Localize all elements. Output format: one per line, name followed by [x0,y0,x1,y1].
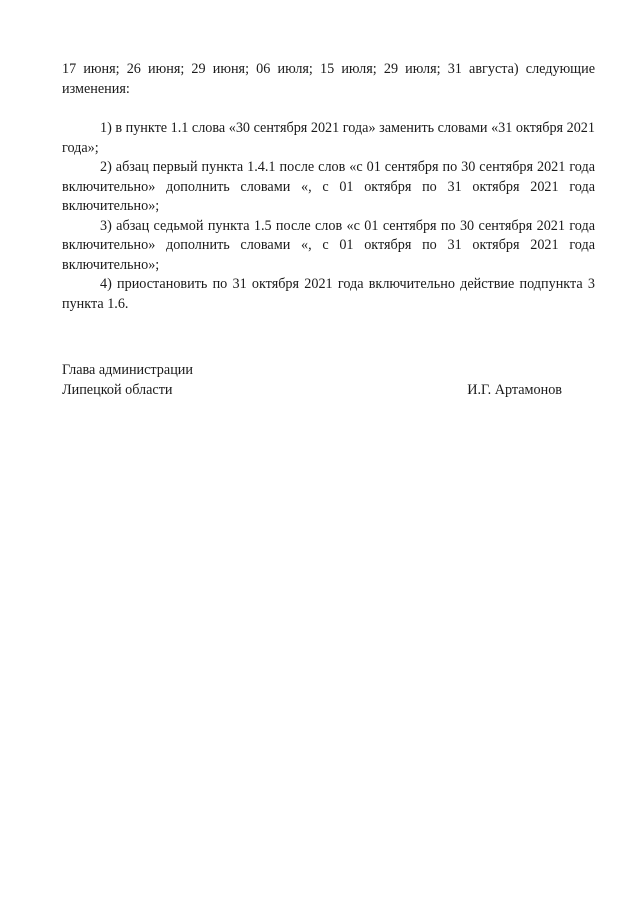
amendment-item-1: 1) в пункте 1.1 слова «30 сентября 2021 года» заменить словами «31 октября 2021 года»; [62,120,595,156]
signatory-position-line-1: Глава администрации [62,362,193,378]
amendment-item-4: 4) приостановить по 31 октября 2021 года включительно действие подпункта 3 пункта 1.6. [62,276,595,312]
amendment-item-2: 2) абзац первый пункта 1.4.1 после слов «с 01 сентября по 30 сентября 2021 года включительно» дополнить словами «, с 01 октября по 31 октября 2021 года включительно»; [62,159,595,214]
signature-block [62,361,562,400]
document-body [62,60,595,314]
amendment-item-3: 3) абзац седьмой пункта 1.5 после слов «с 01 сентября по 30 сентября 2021 года включительно» дополнить словами «, с 01 октября по 31 октября 2021 года включительно»; [62,217,595,273]
intro-paragraph: 17 июня; 26 июня; 29 июня; 06 июля; 15 июля; 29 июля; 31 августа) следующие изменения: [62,61,595,97]
signatory-name: И.Г. Артамонов [467,381,562,398]
signatory-position-line-2: Липецкой области [62,381,173,398]
signature-row [62,381,562,401]
